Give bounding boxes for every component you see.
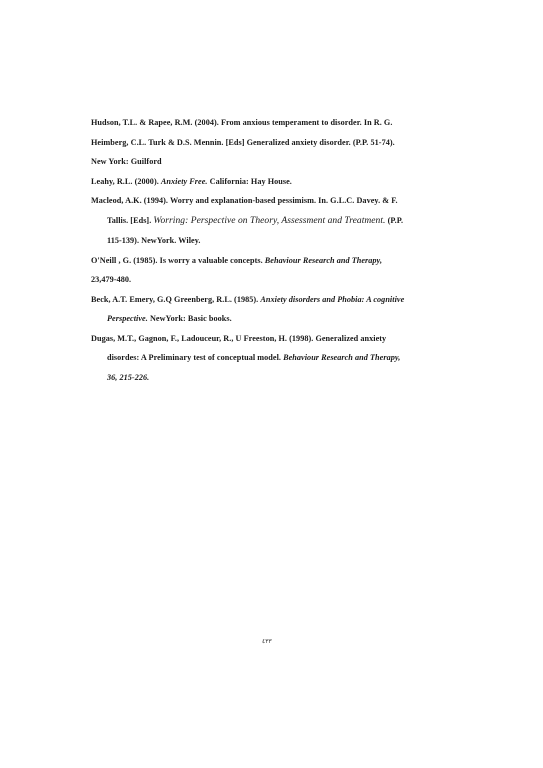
- reference-line: New York: Guilford: [91, 157, 162, 166]
- reference-title: Behaviour Research and Therapy,: [283, 353, 401, 362]
- reference-leahy: [91, 172, 421, 192]
- reference-line: [91, 309, 421, 329]
- reference-macleod: [91, 191, 421, 251]
- reference-line: Dugas, M.T., Gagnon, F., Ladouceur, R., U Freeston, H. (1998). Generalized anxiety: [91, 333, 387, 343]
- reference-list: [91, 113, 421, 387]
- reference-oneill: [91, 251, 421, 290]
- reference-line: [91, 290, 421, 310]
- reference-line: Macleod, A.K. (1994). Worry and explanation-based pessimism. In. G.L.C. Davey. & F.: [91, 196, 398, 205]
- reference-line: Hudson, T.L. & Rapee, R.M. (2004). From anxious temperament to disorder. In R. G.: [91, 118, 393, 127]
- reference-text: Leahy, R.L. (2000).: [91, 176, 161, 186]
- reference-line: 115-139). NewYork. Wiley.: [107, 236, 201, 245]
- reference-line: [91, 172, 421, 192]
- reference-line: [91, 348, 421, 368]
- reference-title: Anxiety Free.: [160, 176, 208, 186]
- reference-title: Worring: Perspective on Theory, Assessment and Treatment.: [153, 215, 386, 226]
- reference-text: (P.P.: [385, 215, 404, 225]
- reference-text: O'Neill , G. (1985). Is worry a valuable concepts.: [91, 255, 265, 265]
- reference-text: Beck, A.T. Emery, G.Q Greenberg, R.L. (1985).: [91, 294, 261, 304]
- page-number: ٤٣٣: [262, 639, 272, 645]
- reference-line: Heimberg, C.L. Turk & D.S. Mennin. [Eds] Generalized anxiety disorder. (P.P. 51-74).: [91, 137, 395, 147]
- reference-line: [91, 251, 421, 271]
- reference-text: NewYork: Basic books.: [147, 314, 232, 323]
- reference-line: 23,479-480.: [91, 275, 132, 284]
- reference-hudson: [91, 113, 421, 172]
- reference-title: Perspective.: [107, 314, 148, 323]
- reference-dugas: [91, 329, 421, 388]
- reference-text: disordes: A Preliminary test of conceptual model.: [107, 353, 284, 362]
- reference-text: Tallis. [Eds].: [107, 215, 154, 225]
- reference-text: California: Hay House.: [207, 176, 292, 186]
- reference-line: 36, 215-226.: [107, 372, 150, 382]
- reference-title: Anxiety disorders and Phobia: A cognitive: [260, 294, 405, 304]
- reference-title: Behaviour Research and Therapy,: [264, 255, 383, 265]
- reference-beck: [91, 290, 421, 329]
- reference-line: [91, 211, 421, 232]
